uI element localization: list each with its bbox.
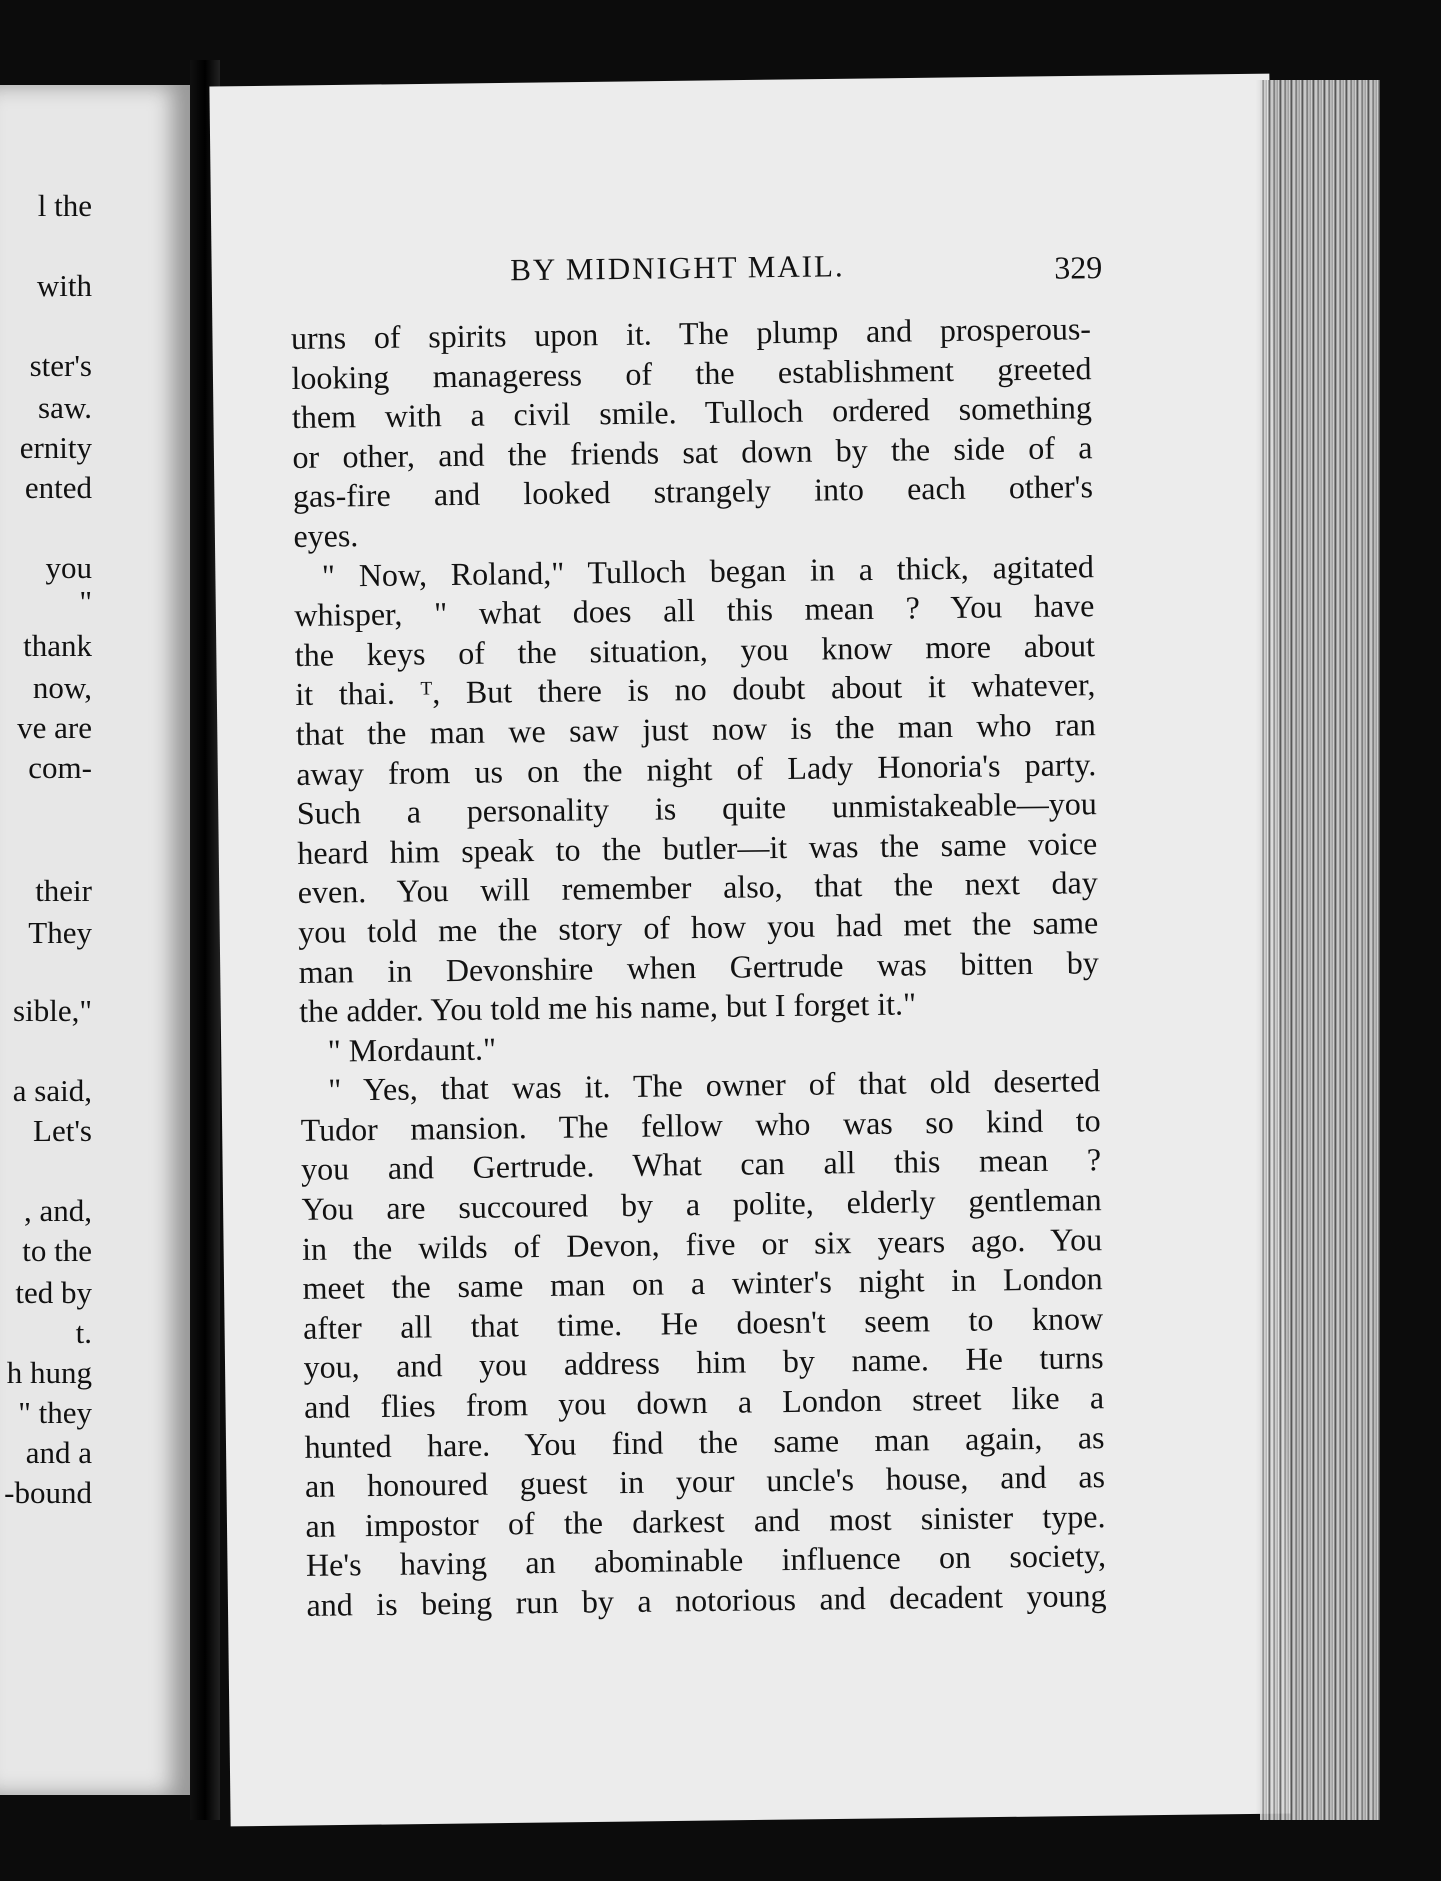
left-page-text-fragment: with bbox=[36, 268, 92, 303]
left-page-text-fragment: ented bbox=[24, 470, 92, 505]
text-line: eyes. bbox=[293, 517, 359, 554]
left-page-text-fragment: you bbox=[45, 550, 92, 585]
text-line: even. You will remember also, that the next day bbox=[297, 864, 1098, 911]
text-line: gas-fire and looked strangely into each other's bbox=[292, 468, 1094, 515]
left-page-text-fragment: h hung bbox=[6, 1355, 92, 1390]
text-line: Tudor mansion. The fellow who was so kind to bbox=[300, 1102, 1101, 1148]
left-page-text-fragment: -bound bbox=[4, 1475, 92, 1510]
left-page-text-fragment: l the bbox=[37, 188, 92, 223]
left-page-text-fragment: thank bbox=[23, 628, 92, 663]
left-page-text-fragment: t. bbox=[75, 1315, 92, 1350]
left-page-text-fragment: saw. bbox=[38, 390, 92, 425]
body-text bbox=[291, 309, 1107, 1625]
left-page bbox=[0, 85, 190, 1795]
text-line: the keys of the situation, you know more about bbox=[294, 626, 1096, 673]
left-page-text-fragment: ernity bbox=[19, 430, 92, 465]
text-line: urns of spirits upon it. The plump and prosperous- bbox=[290, 310, 1092, 356]
text-line: that the man we saw just now is the man who ran bbox=[295, 706, 1097, 752]
text-line: He's having an abominable influence on society, bbox=[305, 1537, 1107, 1584]
text-line: Such a personality is quite unmistakeable—you bbox=[296, 785, 1097, 832]
running-head-title: BY MIDNIGHT MAIL. bbox=[509, 248, 845, 288]
text-line: an honoured guest in your uncle's house, and as bbox=[304, 1458, 1106, 1505]
book-page-edges bbox=[1260, 80, 1380, 1820]
left-page-text-fragment: and a bbox=[25, 1435, 92, 1470]
text-line: you told me the story of how you had met the same bbox=[298, 904, 1099, 950]
left-page-text-fragment: " bbox=[79, 584, 92, 619]
text-line: " Now, Roland," Tulloch began in a thick, agitated bbox=[321, 547, 1095, 594]
text-line: away from us on the night of Lady Honoria's party. bbox=[296, 745, 1097, 792]
text-line: in the wilds of Devon, five or six years ago. You bbox=[301, 1220, 1103, 1267]
left-page-text-fragment: a said, bbox=[12, 1073, 92, 1108]
left-page-text-fragment: ster's bbox=[29, 348, 92, 383]
text-line: looking manageress of the establishment greeted bbox=[291, 349, 1092, 396]
left-page-text-fragment: ted by bbox=[15, 1275, 92, 1310]
text-line: an impostor of the darkest and most sinister type. bbox=[305, 1497, 1106, 1544]
left-page-text-fragment: to the bbox=[22, 1233, 92, 1268]
text-line: and is being run by a notorious and decadent young bbox=[306, 1577, 1107, 1623]
text-line: heard him speak to the butler—it was the same voice bbox=[297, 824, 1098, 871]
text-line: hunted hare. You find the same man again, as bbox=[304, 1418, 1105, 1465]
text-line: man in Devonshire when Gertrude was bitten by bbox=[298, 943, 1099, 990]
text-line: " Yes, that was it. The owner of that old deserted bbox=[327, 1062, 1101, 1108]
running-head bbox=[290, 245, 1103, 305]
page-text-block bbox=[290, 245, 1107, 1625]
text-line: and flies from you down a London street like a bbox=[303, 1379, 1105, 1425]
text-line: you and Gertrude. What can all this mean ? bbox=[300, 1141, 1102, 1188]
left-page-text-fragment: , and, bbox=[23, 1193, 92, 1228]
text-line: meet the same man on a winter's night in London bbox=[302, 1260, 1103, 1307]
text-line: You are succoured by a polite, elderly gentleman bbox=[301, 1181, 1102, 1227]
text-line: you, and you address him by name. He turns bbox=[303, 1339, 1104, 1386]
left-page-text-fragment: sible," bbox=[13, 993, 92, 1028]
left-page-text-fragment: their bbox=[35, 873, 92, 908]
text-line: or other, and the friends sat down by the side of a bbox=[292, 428, 1093, 475]
text-line: after all that time. He doesn't seem to know bbox=[302, 1299, 1104, 1346]
left-page-text-fragment: Let's bbox=[33, 1113, 92, 1148]
left-page-text-fragment: " they bbox=[18, 1395, 92, 1430]
left-page-text-fragment: com- bbox=[28, 750, 92, 785]
text-line: " Mordaunt." bbox=[327, 1030, 497, 1069]
left-page-text-fragment: They bbox=[28, 915, 92, 950]
page-number: 329 bbox=[1053, 249, 1103, 286]
text-line: whisper, " what does all this mean ? You have bbox=[294, 587, 1095, 634]
text-line: the adder. You told me his name, but I forget it." bbox=[299, 985, 917, 1030]
left-page-text-fragment: ve are bbox=[17, 710, 92, 745]
text-line: them with a civil smile. Tulloch ordered something bbox=[291, 389, 1093, 436]
left-page-text-fragment: now, bbox=[32, 670, 92, 705]
text-line: it thai. ᵀ, But there is no doubt about it whatever, bbox=[295, 666, 1096, 713]
